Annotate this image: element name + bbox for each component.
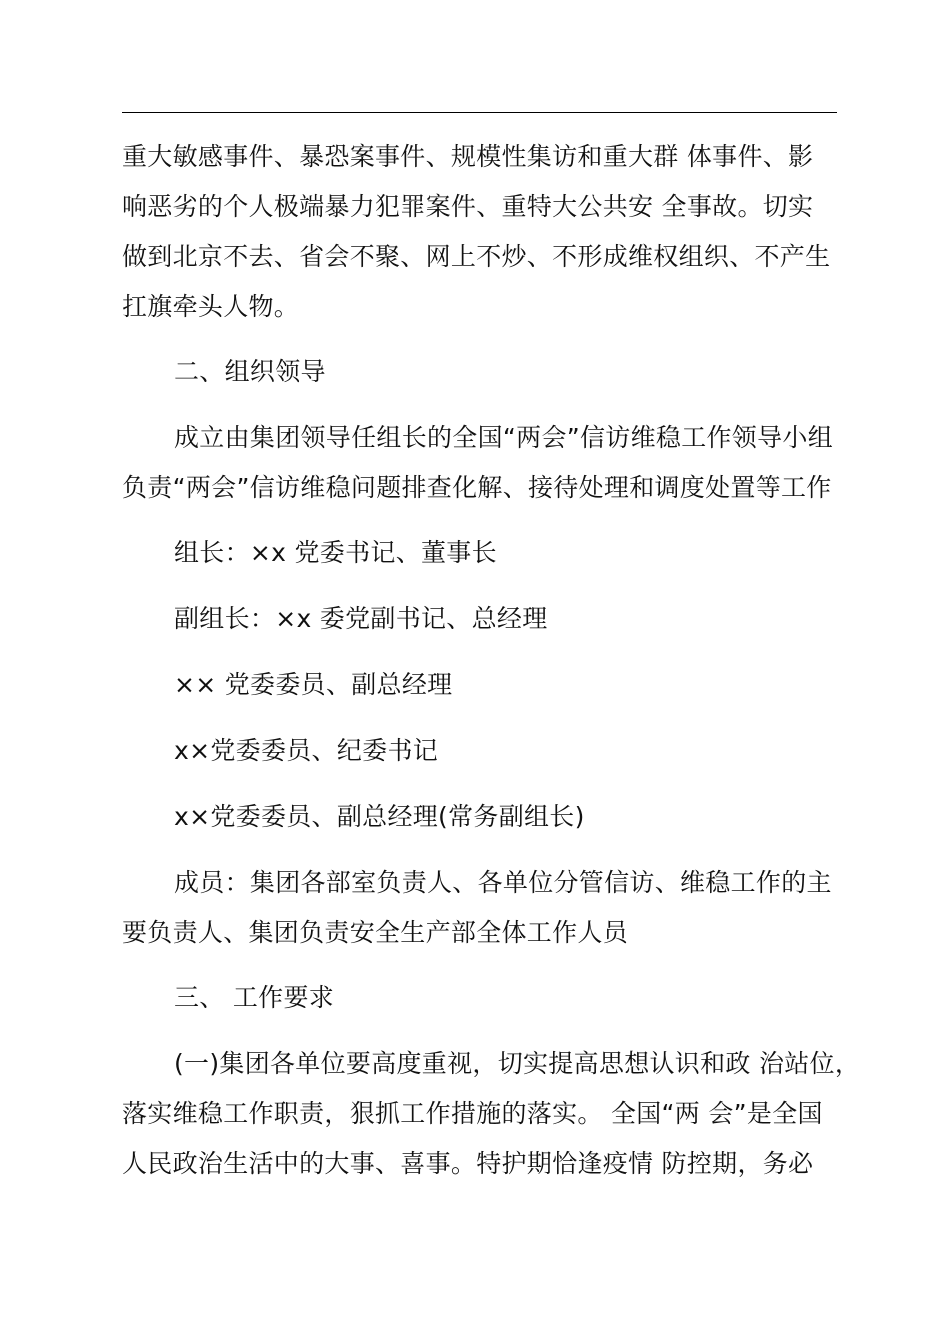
section-heading: 二、组织领导 — [174, 357, 326, 386]
member-line: x×党委委员、纪委书记 — [174, 736, 439, 765]
body-line: (一)集团各单位要高度重视，切实提高思想认识和政 治站位， — [174, 1049, 861, 1078]
member-line: x×党委委员、副总经理(常务副组长) — [174, 802, 585, 831]
body-line: 做到北京不去、省会不聚、网上不炒、不形成维权组织、不产生 — [122, 242, 831, 271]
header-rule — [122, 112, 837, 113]
body-line: 落实维稳工作职责，狠抓工作措施的落实。 全国“两 会”是全国 — [122, 1099, 823, 1128]
body-line: 成立由集团领导任组长的全国“两会”信访维稳工作领导小组 — [174, 423, 834, 452]
member-line: 副组长：×x 委党副书记、总经理 — [174, 604, 548, 633]
body-line: 成员：集团各部室负责人、各单位分管信访、维稳工作的主 — [174, 868, 832, 897]
body-line: 要负责人、集团负责安全生产部全体工作人员 — [122, 918, 629, 947]
body-line: 响恶劣的个人极端暴力犯罪案件、重特大公共安 全事故。切实 — [122, 192, 814, 221]
body-line: 人民政治生活中的大事、喜事。特护期恰逢疫情 防控期，务必 — [122, 1149, 814, 1178]
body-line: 重大敏感事件、暴恐案事件、规模性集访和重大群 体事件、影 — [122, 142, 814, 171]
body-line: 负责“两会”信访维稳问题排查化解、接待处理和调度处置等工作 — [122, 473, 832, 502]
member-line: 组长：×x 党委书记、董事长 — [174, 538, 497, 567]
member-line: ×× 党委委员、副总经理 — [174, 670, 453, 699]
body-line: 扛旗牵头人物。 — [122, 292, 300, 321]
section-heading: 三、 工作要求 — [174, 983, 335, 1012]
